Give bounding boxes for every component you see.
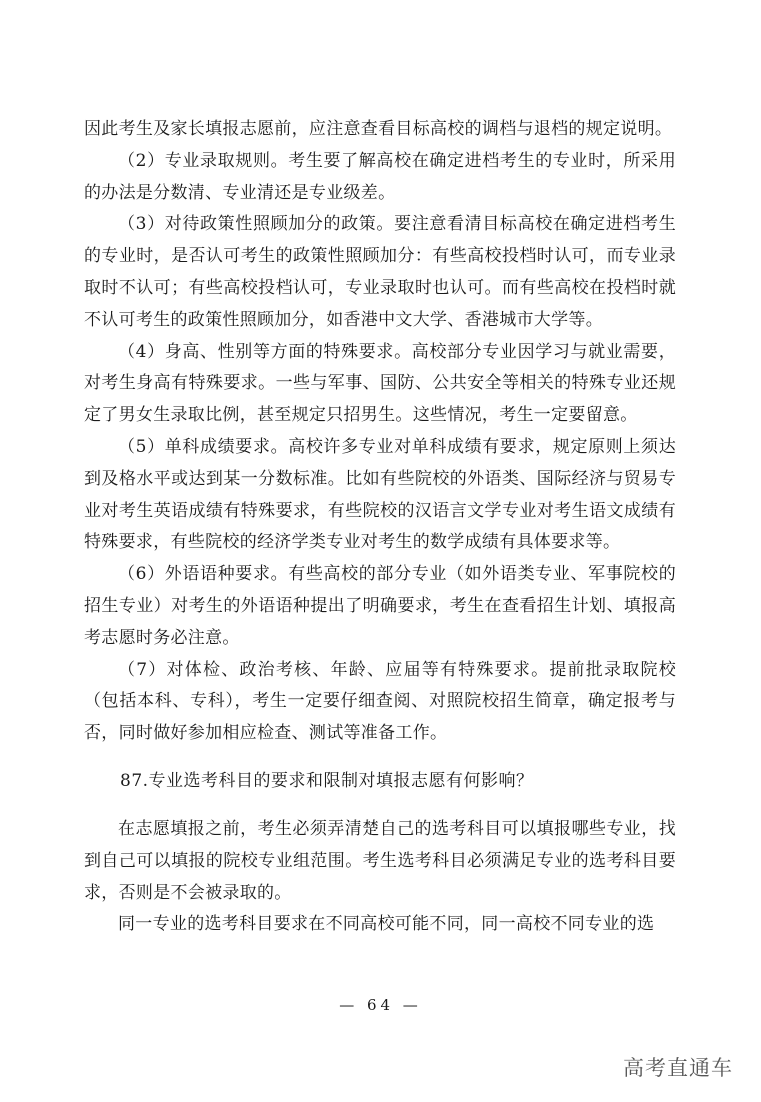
section-title: 专业选考科目的要求和限制对填报志愿有何影响？	[148, 770, 534, 791]
section-number: 87.	[120, 770, 149, 791]
paragraph: 同一专业的选考科目要求在不同高校可能不同，同一高校不同专业的选	[118, 914, 655, 935]
section-heading	[84, 766, 676, 796]
paragraph: （4）身高、性别等方面的特殊要求。高校部分专业因学习与就业需要，对考生身高有特殊要求。一些与军事、国防、公共安全等相关的特殊专业还规定了男女生录取比例，甚至规定只招男生。这些情况，考生一定要留意。	[84, 341, 676, 426]
paragraphs-before	[84, 114, 676, 750]
body-text	[84, 114, 676, 941]
watermark-text: 高考直通车	[623, 1056, 733, 1080]
paragraphs-after	[84, 814, 676, 941]
paragraph: （3）对待政策性照顾加分的政策。要注意看清目标高校在确定进档考生的专业时，是否认可考生的政策性照顾加分：有些高校投档时认可，而专业录取时不认可；有些高校投档认可，专业录取时也认可。而有些高校在投档时就不认可考生的政策性照顾加分，如香港中文大学、香港城市大学等。	[84, 214, 676, 330]
page-number: — 64 —	[339, 996, 422, 1014]
paragraph: （2）专业录取规则。考生要了解高校在确定进档考生的专业时，所采用的办法是分数清、专业清还是专业级差。	[84, 150, 676, 203]
paragraph: （5）单科成绩要求。高校许多专业对单科成绩有要求，规定原则上须达到及格水平或达到某一分数标准。比如有些院校的外语类、国际经济与贸易专业对考生英语成绩有特殊要求，有些院校的汉语言文学专业对考生语文成绩有特殊要求，有些院校的经济学类专业对考生的数学成绩有具体要求等。	[84, 436, 676, 553]
paragraph: 因此考生及家长填报志愿前，应注意查看目标高校的调档与退档的规定说明。	[84, 119, 673, 139]
paragraph: 在志愿填报之前，考生必须弄清楚自己的选考科目可以填报哪些专业，找到自己可以填报的院校专业组范围。考生选考科目必须满足专业的选考科目要求，否则是不会被录取的。	[84, 818, 676, 903]
paragraph: （7）对体检、政治考核、年龄、应届等有特殊要求。提前批录取院校（包括本科、专科），考生一定要仔细查阅、对照院校招生简章，确定报考与否，同时做好参加相应检查、测试等准备工作。	[84, 659, 676, 744]
paragraph: （6）外语语种要求。有些高校的部分专业（如外语类专业、军事院校的招生专业）对考生的外语语种提出了明确要求，考生在查看招生计划、填报高考志愿时务必注意。	[84, 564, 676, 648]
